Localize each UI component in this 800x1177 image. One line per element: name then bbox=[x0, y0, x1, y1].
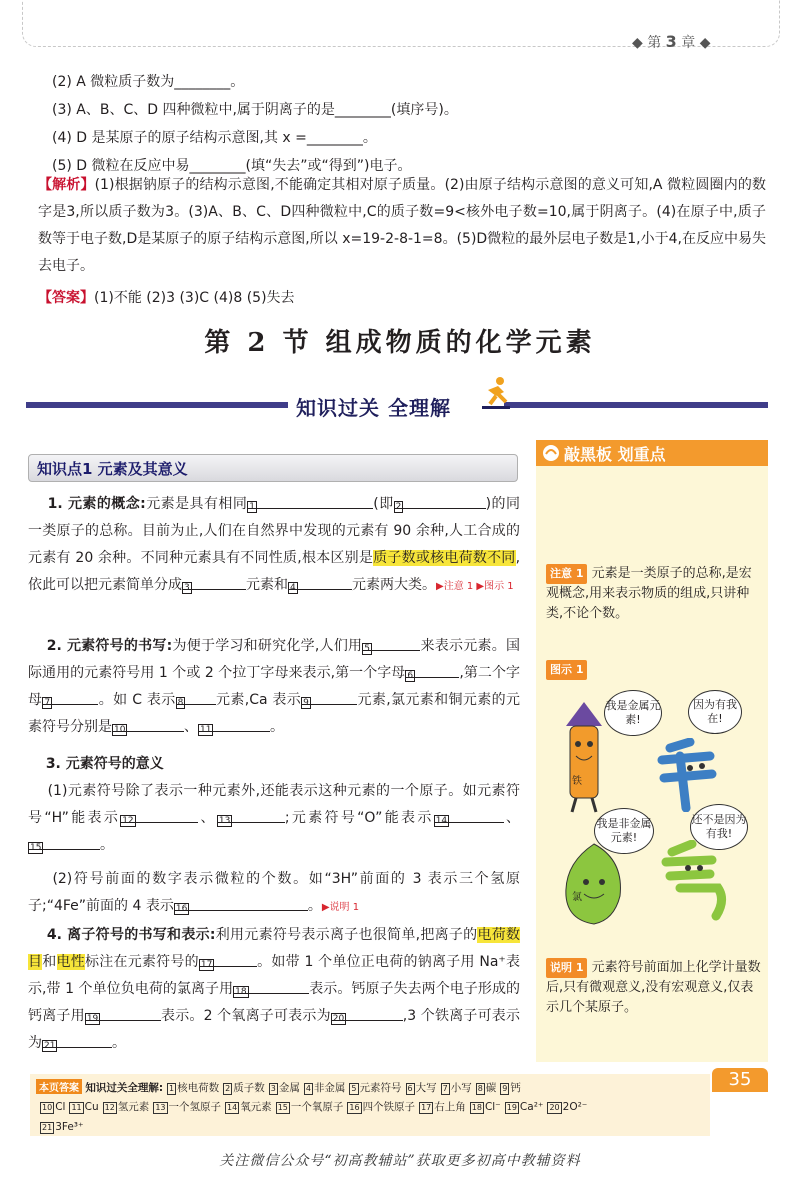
analysis-text: (1)根据钠原子的结构示意图,不能确定其相对原子质量。(2)由原子结构示意图的意义可知,A 微粒圆圈内的数字是3,所以质子数为3。(3)A、B、C、D四种微粒中,C的质子数=9<核外电子数=10,属于阴离子。(4)在原子中,质子数等于电子数,D是某原子的原子结构示意图,所以 x=19-2-8-1=8。(5)D微粒的最外层电子数是1,小于4,在反应中易失去电子。 bbox=[38, 177, 766, 274]
sidebar-explain: 说明 1 元素符号前面加上化学计量数后,只有微观意义,没有宏观意义,仅表示几个某原子。 bbox=[546, 960, 761, 1015]
qi-radical-icon bbox=[656, 840, 732, 922]
figure-tag: 图示 1 bbox=[546, 660, 587, 680]
section-title: 第 2 节 组成物质的化学元素 bbox=[204, 328, 596, 358]
blank-6[interactable]: 6 bbox=[405, 662, 459, 678]
point-3-heading: 3. 元素符号的意义 bbox=[45, 756, 164, 772]
sidebar-header: 敲黑板 划重点 bbox=[536, 440, 768, 466]
question-5: (5) D 微粒在反应中易________(填“失去”或“得到”)电子。 bbox=[52, 158, 412, 174]
iron-character-icon bbox=[556, 700, 612, 816]
question-4: (4) D 是某原子的原子结构示意图,其 x =________。 bbox=[52, 130, 377, 146]
question-2: (2) A 微粒质子数为________。 bbox=[52, 74, 245, 90]
answer-tag: 【答案】 bbox=[38, 290, 94, 306]
speech-bubble-metal: 我是金属元素! bbox=[604, 690, 662, 736]
chapter-label: ◆ 第 3 章 ◆ bbox=[632, 32, 711, 51]
blank-7[interactable]: 7 bbox=[42, 689, 98, 705]
point-4-paragraph: 4. 离子符号的书写和表示:利用元素符号表示离子也很简单,把离子的电荷数目和电性标注在元素符号的 17 。如带 1 个单位正电荷的钠离子用 Na⁺表示,带 1 个单位负电荷的氯离子用 18 表示。钙原子失去两个电子形成的钙离子用 19 表示。2 个氧离子可表示为 20 ,3 个铁离子可表示为 21 。 bbox=[28, 927, 521, 1051]
blank-19[interactable]: 19 bbox=[85, 1005, 161, 1021]
blank-1[interactable]: 1 bbox=[247, 493, 373, 509]
sidebar-figure-label bbox=[546, 660, 762, 680]
note-link[interactable]: ▶注意 1 ▶图示 1 bbox=[436, 581, 514, 592]
blank-12[interactable]: 12 bbox=[120, 807, 198, 823]
footer-note: 关注微信公众号“初高教辅站”获取更多初高中教辅资料 bbox=[219, 1153, 581, 1169]
blank-17[interactable]: 17 bbox=[199, 951, 257, 967]
blank-9[interactable]: 9 bbox=[301, 689, 357, 705]
analysis-tag: 【解析】 bbox=[38, 177, 95, 193]
answer-row-1: 本页答案 知识过关全理解: 1 核电荷数 2 质子数 3 金属 4 非金属 5 元素符号 6 大写 7 小写 8 碳 9 钙 bbox=[36, 1079, 521, 1095]
blank-16[interactable]: 16 bbox=[174, 895, 308, 911]
blank-13[interactable]: 13 bbox=[217, 807, 285, 823]
speech-bubble-nonmetal-reply: 还不是因为有我! bbox=[690, 804, 748, 850]
explain-link[interactable]: ▶说明 1 bbox=[321, 902, 360, 913]
blank-3[interactable]: 3 bbox=[182, 574, 246, 590]
blank-2[interactable]: 2 bbox=[394, 493, 486, 509]
page-number: 35 bbox=[712, 1068, 768, 1092]
blank-14[interactable]: 14 bbox=[434, 807, 504, 823]
blank-10[interactable]: 10 bbox=[112, 716, 184, 732]
jin-radical-icon bbox=[650, 738, 742, 812]
answer-text: (1)不能 (2)3 (3)C (4)8 (5)失去 bbox=[94, 290, 295, 306]
answer-row-2: 10 Cl 11 Cu 12 氢元素 13 一个氢原子 14 氧元素 15 一个氧原子 16 四个铁原子 17 右上角 18 Cl⁻ 19 Ca²⁺ 20 2O²⁻ bbox=[42, 1101, 588, 1113]
chlorine-label: 氯 bbox=[572, 892, 582, 903]
blank-5[interactable]: 5 bbox=[362, 635, 420, 651]
blank-18[interactable]: 18 bbox=[233, 978, 309, 994]
banner-title: 知识过关 全理解 bbox=[296, 396, 451, 420]
blank-15[interactable]: 15 bbox=[28, 834, 100, 850]
note-tag: 注意 1 bbox=[546, 564, 587, 584]
point-3-paragraph-1: (1)元素符号除了表示一种元素外,还能表示这种元素的一个原子。如元素符号“H”能表示 12 、 13 ;元素符号“O”能表示 14 、15 。 bbox=[28, 783, 521, 853]
blank-20[interactable]: 20 bbox=[331, 1005, 403, 1021]
answer-box-tag: 本页答案 bbox=[36, 1079, 82, 1094]
answer-row-3: 21 3Fe³⁺ bbox=[42, 1121, 84, 1133]
analysis bbox=[38, 172, 766, 280]
sidebar-note: 注意 1 元素是一类原子的总称,是宏观概念,用来表示物质的组成,只讲种类,不论个数。 bbox=[546, 566, 752, 621]
blank-21[interactable]: 21 bbox=[42, 1032, 112, 1048]
blank-8[interactable]: 8 bbox=[176, 689, 216, 705]
chlorine-character-icon bbox=[558, 840, 630, 932]
headphones-icon bbox=[542, 444, 560, 462]
point-1-paragraph: 1. 元素的概念:元素是具有相同 1 (即 2 )的同一类原子的总称。目前为止,人们在自然界中发现的元素有 90 余种,人工合成的元素有 20 余种。不同种元素具有不同性质,根本区别是质子数或核电荷数不同,依此可以把元素简单分成 3 元素和 4 元素两大类。▶注意 1 ▶图示 1 bbox=[28, 491, 520, 600]
highlight-proton-number: 质子数或核电荷数不同 bbox=[373, 550, 516, 566]
point-3-paragraph-2: (2)符号前面的数字表示微粒的个数。如“3H”前面的 3 表示三个氢原子;“4Fe”前面的 4 表示 16 。▶说明 1 bbox=[28, 871, 520, 914]
knowledge-point-heading: 知识点1 元素及其意义 bbox=[28, 454, 518, 482]
blank-11[interactable]: 11 bbox=[198, 716, 270, 732]
highlight-charge-number: 电荷数目 bbox=[28, 927, 520, 970]
speech-bubble-metal-reply: 因为有我在! bbox=[688, 690, 742, 734]
highlight-polarity: 电性 bbox=[56, 954, 85, 970]
point-2-paragraph: 2. 元素符号的书写:为便于学习和研究化学,人们用 5 来表示元素。国际通用的元素符号用 1 个或 2 个拉丁字母来表示,第一个字母 6 ,第二个字母 7 。如 C 表示 8 元素,Ca 表示 9 元素,氯元素和铜元素的元素符号分别是 10 、 11 。 bbox=[28, 633, 520, 741]
runner-icon bbox=[480, 376, 512, 410]
blank-4[interactable]: 4 bbox=[288, 574, 352, 590]
question-3: (3) A、B、C、D 四种微粒中,属于阴离子的是________(填序号)。 bbox=[52, 102, 458, 118]
iron-label: 铁 bbox=[572, 776, 582, 787]
explain-tag: 说明 1 bbox=[546, 958, 587, 978]
answer bbox=[38, 285, 766, 312]
speech-bubble-nonmetal: 我是非金属元素! bbox=[594, 808, 654, 854]
